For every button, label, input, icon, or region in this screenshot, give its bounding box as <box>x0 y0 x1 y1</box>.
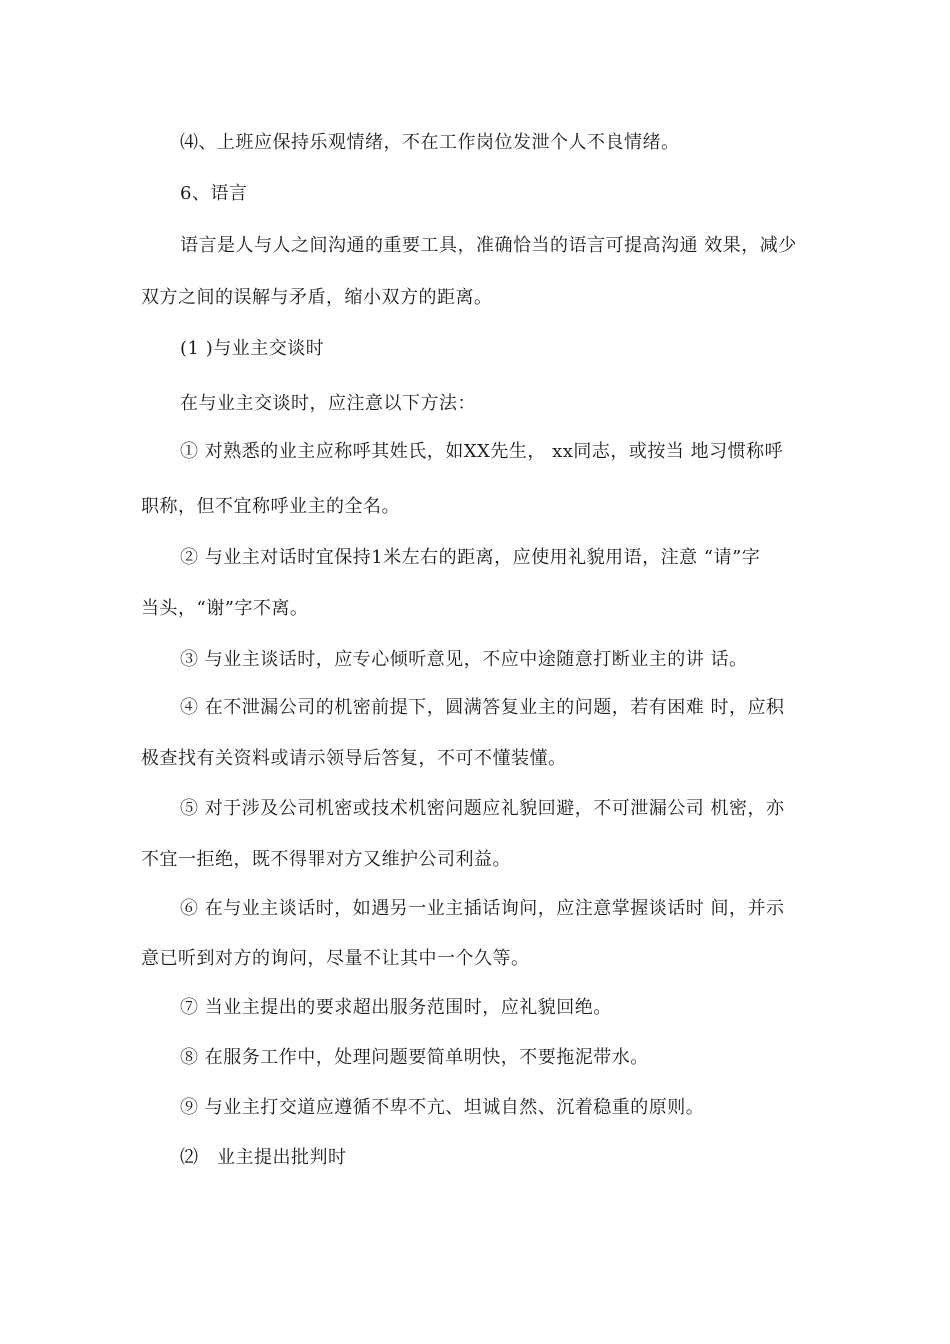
subheading-talking-with-owner: (1 )与业主交谈时 <box>180 338 325 359</box>
section-heading-language: 6、语言 <box>180 183 248 204</box>
point-4-line-2: 极查找有关资料或请示领导后答复，不可不懂装懂。 <box>141 748 567 769</box>
point-5-line-1: ⑤ 对于涉及公司机密或技术机密问题应礼貌回避，不可泄漏公司 机密，亦 <box>180 798 785 819</box>
point-1-line-1: ① 对熟悉的业主应称呼其姓氏，如XX先生， xx同志，或按当 地习惯称呼 <box>180 441 784 462</box>
point-6-line-2: 意已听到对方的询问，尽量不让其中一个久等。 <box>141 948 530 969</box>
point-1-line-2: 职称，但不宜称呼业主的全名。 <box>141 496 400 517</box>
item-4-line: ⑷、上班应保持乐观情绪，不在工作岗位发泄个人不良情绪。 <box>180 132 680 153</box>
point-4-line-1: ④ 在不泄漏公司的机密前提下，圆满答复业主的问题，若有困难 时，应积 <box>180 697 785 718</box>
subheading-owner-criticism: ⑵ 业主提出批判时 <box>180 1147 347 1168</box>
point-7-line: ⑦ 当业主提出的要求超出服务范围时，应礼貌回绝。 <box>180 997 612 1018</box>
point-3-line: ③ 与业主谈话时，应专心倾听意见，不应中途随意打断业主的讲 话。 <box>180 649 748 670</box>
intro-methods-line: 在与业主交谈时，应注意以下方法： <box>180 393 476 414</box>
point-2-line-1: ② 与业主对话时宜保持1米左右的距离，应使用礼貌用语，注意 “请”字 <box>180 547 761 568</box>
point-2-line-2: 当头，“谢”字不离。 <box>141 598 309 619</box>
point-9-line: ⑨ 与业主打交道应遵循不卑不亢、坦诚自然、沉着稳重的原则。 <box>180 1097 705 1118</box>
paragraph-language-line-2: 双方之间的误解与矛盾，缩小双方的距离。 <box>141 287 493 308</box>
point-6-line-1: ⑥ 在与业主谈话时，如遇另一业主插话询问，应注意掌握谈话时 间，并示 <box>180 898 785 919</box>
point-5-line-2: 不宜一拒绝，既不得罪对方又维护公司利益。 <box>141 849 511 870</box>
paragraph-language-line-1: 语言是人与人之间沟通的重要工具，准确恰当的语言可提高沟通 效果，减少 <box>180 235 797 256</box>
point-8-line: ⑧ 在服务工作中，处理问题要简单明快，不要拖泥带水。 <box>180 1047 649 1068</box>
